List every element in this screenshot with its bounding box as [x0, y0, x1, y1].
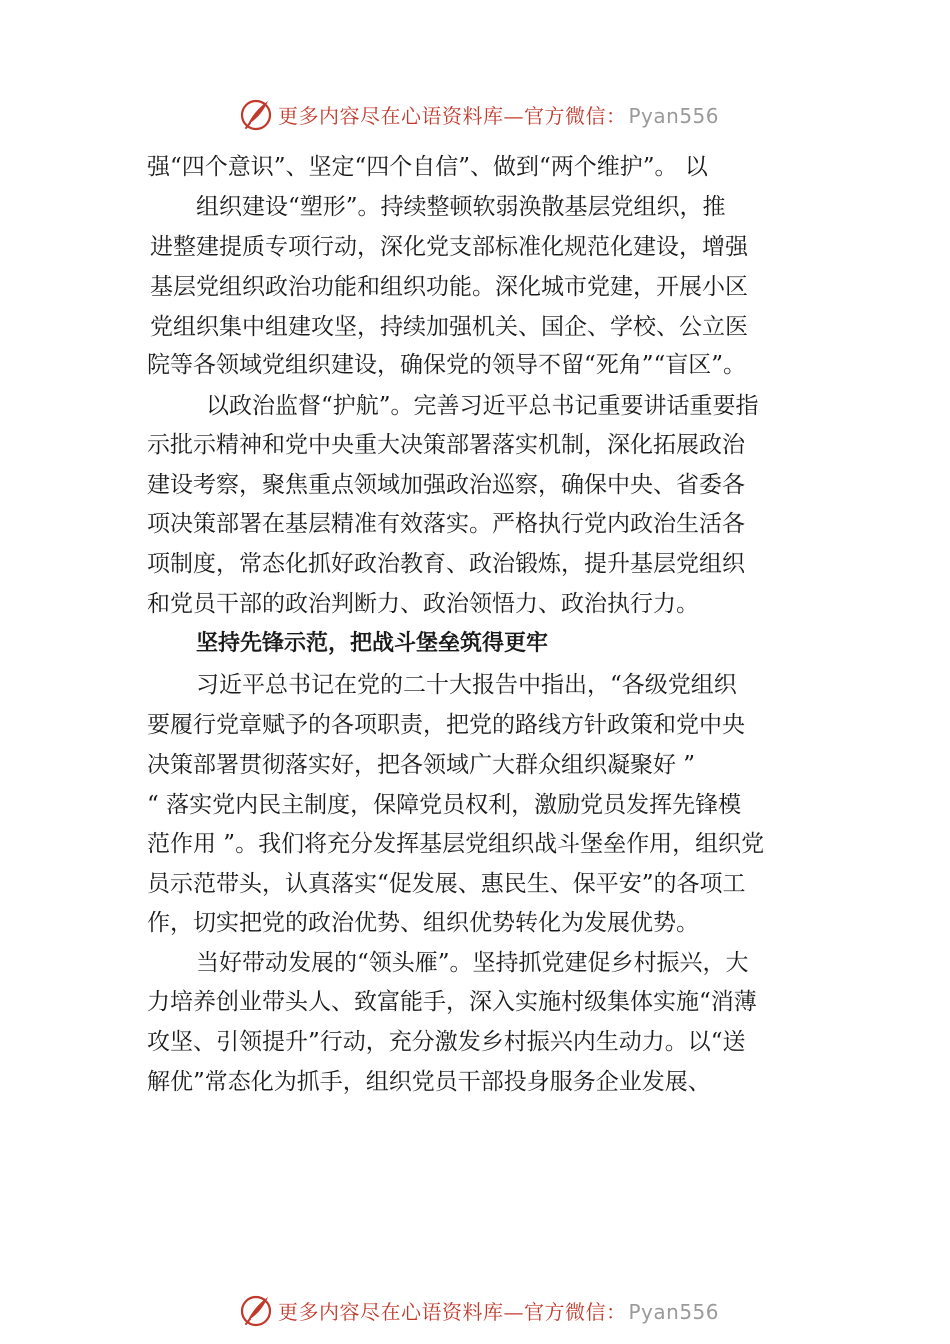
quill-logo-icon	[238, 96, 274, 132]
text-line: 建设考察，聚焦重点领域加强政治巡察，确保中央、省委各	[147, 472, 745, 498]
text-line: 习近平总书记在党的二十大报告中指出，“各级党组织	[196, 672, 737, 698]
banner-text: 更多内容尽在心语资料库—官方微信： Pyan556	[278, 1299, 720, 1324]
text-line: 范作用 ”。我们将充分发挥基层党组织战斗堡垒作用，组织党	[147, 831, 765, 857]
text-line: 进整建提质专项行动，深化党支部标准化规范化建设，增强	[150, 234, 748, 260]
text-line: 项制度，常态化抓好政治教育、政治锻炼，提升基层党组织	[147, 551, 745, 577]
text-line: 基层党组织政治功能和组织功能。深化城市党建，开展小区	[150, 274, 748, 300]
wechat-id: Pyan556	[628, 1299, 720, 1324]
quill-logo-icon	[238, 1292, 274, 1328]
section-heading: 坚持先锋示范，把战斗堡垒筑得更牢	[196, 631, 549, 656]
wechat-id: Pyan556	[628, 103, 720, 128]
header-watermark-banner	[238, 94, 758, 134]
footer-watermark-banner	[238, 1290, 758, 1330]
text-line: 当好带动发展的“领头雁”。坚持抓党建促乡村振兴，大	[196, 950, 749, 976]
banner-text: 更多内容尽在心语资料库—官方微信： Pyan556	[278, 103, 720, 128]
text-line: 以政治监督“护航”。完善习近平总书记重要讲话重要指	[206, 393, 759, 419]
text-line: 决策部署贯彻落实好，把各领域广大群众组织凝聚好 ”	[147, 752, 696, 778]
text-line: 攻坚、引领提升”行动，充分激发乡村振兴内生动力。以“送	[147, 1029, 746, 1055]
text-line: 组织建设“塑形”。持续整顿软弱涣散基层党组织，推	[196, 194, 726, 220]
text-line: “ 落实党内民主制度，保障党员权利，激励党员发挥先锋模	[147, 792, 742, 818]
text-line: 党组织集中组建攻坚，持续加强机关、国企、学校、公立医	[150, 314, 748, 340]
text-line: 项决策部署在基层精准有效落实。严格执行党内政治生活各	[147, 511, 745, 537]
text-line: 要履行党章赋予的各项职责，把党的路线方针政策和党中央	[147, 712, 745, 738]
text-line: 力培养创业带头人、致富能手，深入实施村级集体实施“消薄	[147, 989, 757, 1015]
text-line: 员示范带头，认真落实“促发展、惠民生、保平安”的各项工	[147, 871, 746, 897]
text-line: 和党员干部的政治判断力、政治领悟力、政治执行力。	[147, 591, 699, 617]
text-line: 示批示精神和党中央重大决策部署落实机制，深化拓展政治	[147, 432, 745, 458]
text-line: 院等各领域党组织建设，确保党的领导不留“死角”“盲区”。	[147, 352, 747, 378]
text-line: 解优”常态化为抓手，组织党员干部投身服务企业发展、	[147, 1069, 711, 1095]
text-line: 强“四个意识”、坚定“四个自信”、做到“两个维护”。 以	[147, 154, 708, 180]
text-line: 作，切实把党的政治优势、组织优势转化为发展优势。	[147, 910, 699, 936]
